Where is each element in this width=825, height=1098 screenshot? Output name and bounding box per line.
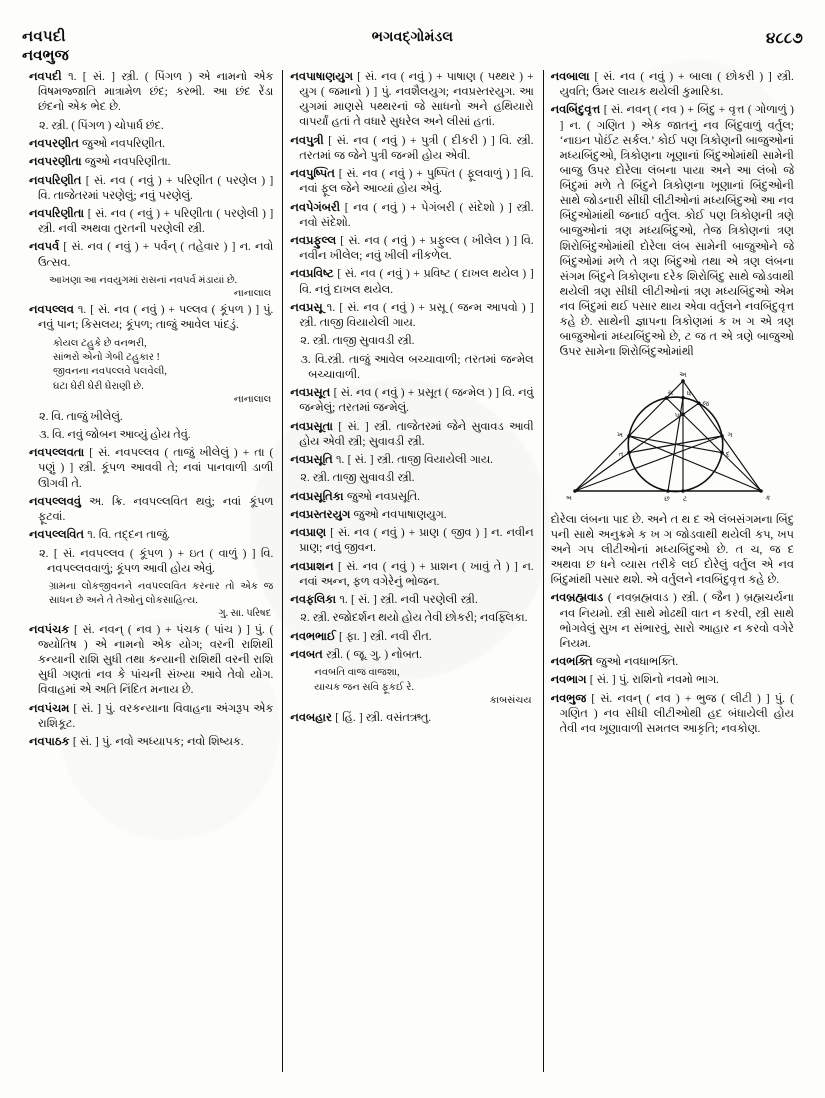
entry-headword: નવપલ્લવવું	[29, 495, 81, 508]
dictionary-entry	[290, 386, 533, 416]
verse-quotation	[29, 337, 273, 408]
dictionary-entry	[290, 301, 533, 331]
dictionary-entry	[29, 623, 273, 699]
dictionary-entry	[290, 70, 533, 131]
running-head-left-primary: નવપદી	[22, 29, 66, 45]
entry-headword: નવપ્રાણ	[290, 527, 327, 540]
entry-definition: ( નવબ્રહ્મવાડ ) સ્ત્રી. ( જૈન ) બ્રહ્મચર્યના નવ નિયમો. સ્ત્રી સાથે મોઢથી વાત ન કરવી, સ્ત્રી સાથે ભોગવેલું સુખ ન સંભારવું, સારો આહાર ન કરવો વગેરે નિયમ.	[559, 592, 794, 650]
svg-text:ખ: ખ	[616, 430, 623, 439]
entry-definition: [ સં. ] પું. વરકન્યાના વિવાહના અંગરૂપ એક રાશિકૂટ.	[38, 702, 274, 730]
text-columns	[22, 70, 803, 1072]
entry-definition: ૧. [ સં. ] સ્ત્રી. તાજી વિયાયેલી ગાય.	[332, 453, 493, 466]
entry-definition: જુઓ નવપાષાણયુગ.	[350, 508, 447, 521]
dictionary-entry	[29, 155, 273, 170]
sense-definition: ૨. સ્ત્રી. તાજી સુવાવડી સ્ત્રી.	[300, 335, 415, 348]
dictionary-entry	[290, 134, 533, 164]
entry-headword: નવપ્રસૂત	[290, 387, 331, 400]
entry-headword: નવપ્રસૂતા	[290, 420, 333, 433]
entry-headword: નવપુષ્પિત	[290, 168, 335, 181]
dictionary-entry	[290, 267, 533, 297]
sense-definition: ૨. [ સં. નવપલ્લવ ( કૂંપળ ) + ઇત ( વાળું ) ] વિ. નવપલ્લવવાળું; કૂંપળ આવી હોય એવું.	[39, 547, 274, 575]
dictionary-entry	[290, 648, 533, 663]
entry-headword: નવભુજ	[550, 692, 587, 705]
dictionary-entry	[551, 692, 794, 737]
running-head-title: ભગવદ્ગોમંડલ	[371, 30, 454, 45]
running-head-left-secondary: નવભુજ	[22, 48, 69, 64]
dictionary-entry	[290, 560, 533, 590]
entry-definition: અ. ક્રિ. નવપલ્લવિત થવું; નવાં કૂંપળ ફૂટવાં.	[38, 495, 274, 523]
entry-definition: [ સં. નવ ( નવું ) + બાલા ( છોકરી ) ] સ્ત્રી. યુવતિ; ઉંમર લાયક થયેલી કુમારિકા.	[559, 71, 794, 99]
dictionary-entry	[29, 303, 273, 333]
entry-headword: નવભભાઈ	[290, 630, 336, 643]
entry-definition: જુઓ નવપરિણીતા.	[81, 156, 171, 169]
entry-headword: નવપલ્લવતા	[29, 447, 85, 460]
entry-definition: [ સં. નવ ( નવું ) + પાષાણ ( પથ્થર ) + યુગ ( જમાનો ) ] પું. નવશૈલયુગ; નવપ્રસ્તરયુગ. આ યુગમાં માણસે પથ્થરનાં જે સાધનો અને હથિયારો વાપર્યાં હતાં તે વધારે સુધરેલ અને લીસાં હતાં.	[299, 71, 534, 129]
entry-definition: [ સં. નવન્ ( નવ ) + ભુજ ( લીટી ) ] પું. ( ગણિત ) નવ સીધી લીટીઓથી હદ બંધાયેલી હોય તેવી નવ ખૂણાવાળી સમતલ આકૃતિ; નવકોણ.	[559, 692, 794, 735]
entry-headword: નવપ્રફુલ્લ	[290, 235, 337, 247]
entry-definition: [ ફા. ] સ્ત્રી. નવી રીત.	[335, 630, 432, 643]
verse-line: સાંભરો એનો ગેબી ટહુકાર !	[53, 351, 160, 363]
entry-headword: નવબત	[290, 649, 323, 661]
dictionary-entry	[29, 528, 273, 543]
entry-definition: [ સં. નવ ( નવું ) + પુત્રી ( દીકરી ) ] વિ. સ્ત્રી. તરતમાં જ જેને પુત્રી જન્મી હોય એવી.	[299, 134, 534, 162]
dictionary-entry	[29, 207, 273, 237]
entry-headword: નવપુત્રી	[290, 134, 324, 147]
entry-headword: નવપદી	[29, 71, 62, 83]
svg-text:ક: ક	[765, 493, 771, 502]
entry-headword: નવપરિણીત	[29, 174, 82, 187]
entry-definition: [ હિં. ] સ્ત્રી. વસંતઋતુ.	[331, 711, 432, 724]
prose-quotation: ગ્રામના લોકજીવનને નવપલ્લવિત કરનાર તો એક જ સાધન છે અને તે તેઓનું લોકસાહિત્ય. ગુ. સા. પરિષદ	[49, 581, 274, 619]
entry-headword: નવબાલા	[550, 71, 590, 83]
svg-text:છ: છ	[664, 494, 670, 503]
sense-definition: ૨. વિ. તાજું ખીલેલું.	[39, 410, 123, 423]
entry-headword: નવપ્રવિષ્ટ	[290, 268, 334, 281]
svg-text:પ: પ	[674, 410, 680, 419]
entry-definition: [ સં. ] પું. રાશિનો નવમો ભાગ.	[586, 674, 719, 687]
dictionary-entry	[290, 201, 533, 231]
entry-definition: [ સં. નવ ( નવું ) + પ્રવિષ્ટ ( દાખલ થયેલ ) ] વિ. નવું દાખલ થયેલ.	[299, 268, 534, 296]
entry-definition: [ સં. નવ ( નવું ) + પુષ્પિત ( ફૂલવાળું ) ] વિ. નવાં ફૂલ જેને આવ્યાં હોય એવું.	[299, 168, 534, 196]
entry-definition: જુઓ નવપ્રસૂતિ.	[343, 490, 420, 503]
svg-text:અ: અ	[679, 370, 687, 379]
dictionary-entry	[290, 526, 533, 556]
entry-definition: [ સં. નવ ( નવું ) + પ્રાશન ( ખાવું તે ) ] ન. નવાં અન્ન, ફળ વગેરેનું ભોજન.	[299, 560, 534, 588]
verse-line: યાચક જન સવિ ફૂકઈ રે.	[314, 681, 415, 693]
entry-headword: નવપ્રસૂતિકા	[290, 490, 344, 503]
entry-definition: [ સં. નવન્ ( નવ ) + બિંદુ + વૃત્ત ( ગોળાળું ) ] ન. ( ગણિત ) એક જાતનું નવ બિંદુવાળું વર્તુલ; ‘નાઇન પોઈંટ સર્કલ.’ કોઈ પણ ત્રિકોણની બાજુઓનાં મધ્યબિંદુઓ, ત્રિકોણના ખૂણાનાં બિંદુઓમાંથી સામેની બાજુ ઉપર દોરેલા લંબના પાયા અને આ લંબો જે બિંદુમાં મળે તે બિંદુને ત્રિકોણના ખૂણાનાં બિંદુઓની સાથે જોડનારી સીધી લીટીઓનાં મધ્યબિંદુઓ આ નવ બિંદુઓમાંથી જનાઈ વર્તુલ. કોઈ પણ ત્રિકોણની ત્રણે બાજુઓનાં ત્રણ મધ્યબિંદુઓ, તેજ ત્રિકોણનાં ત્રણ શિરોબિંદુઓમાંથી દોરેલા લંબ સામેની બાજુઓને જે બિંદુઓમાં મળે તે ત્રણ બિંદુઓ તથા એ ત્રણ લંબના સંગમ બિંદુને ત્રિકોણના દરેક શિરોબિંદુ સાથે જોડવાથી થયેલી ત્રણ સીધી લીટીઓનાં ત્રણ મધ્યબિંદુઓ એમ નવ બિંદુમાં થઈ પસાર થાય એવા વર્તુલને નવબિંદુવૃત્ત કહે છે. સાથેની જ્ઞાપના ત્રિકોણમાં ક ખ ગ એ ત્રણ બાજુઓનાં મધ્યબિંદુઓ છે, ટ જ ત એ ત્રણે બાજુઓ ઉપર સામેના શિરોબિંદુઓમાંથી	[559, 104, 794, 359]
verse-line: નવબતિ વાજ વાજશા,	[314, 667, 400, 679]
column-1	[22, 70, 282, 1072]
entry-definition: [ સં. નવ ( નવું ) + પ્રસૂત ( જન્મેલ ) ] વિ. નવું જન્મેલું; તરતમાં જન્મેલું.	[299, 387, 534, 415]
entry-definition: [ સં. ] પું. નવો અધ્યાપક; નવો શિષ્યક.	[69, 736, 244, 749]
entry-definition: [ સં. નવન્ ( નવ ) + પંચક ( પાંચ ) ] પું. ( જ્યોતિષ ) એ નામનો એક યોગ; વરની રાશિથી કન્યાની રાશિ સુધી તથા કન્યાની રાશિથી વરની રાશિ સુધી ગણતાં નવ કે પાંચની સંખ્યા આવે તેવો યોગ. વિવાહમાં એ અતિ નિંદિત મનાય છે.	[38, 623, 274, 697]
citation: નાનાલાલ	[233, 394, 272, 406]
citation: નાનાલાલ	[233, 287, 272, 299]
entry-definition: ૧. [ સં. ] સ્ત્રી. ( પિંગળ ) એ નામનો એક વિષમજ્જાતિ માત્રામેળ છંદ; કરભી. આ છંદ રેંડા છંદનો એક ભેદ છે.	[38, 71, 274, 114]
entry-definition: [ સં. નવ ( નવું ) + પ્રફુલ્લ ( ખીલેલ ) ] વિ. નવીન ખીલેલ; નવું ખીલી નીકળેલ.	[299, 235, 534, 263]
dictionary-entry	[29, 735, 273, 750]
entry-headword: નવપ્રાશન	[290, 560, 334, 573]
entry-headword: નવબ્રહ્મવાડ	[550, 592, 604, 605]
svg-text:ટ: ટ	[682, 494, 687, 503]
dictionary-entry	[290, 593, 533, 608]
dictionary-entry	[551, 655, 794, 670]
entry-definition: [ સં. ] સ્ત્રી. તાજેતરમાં જેને સુવાવડ આવી હોય એવી સ્ત્રી; સુવાવડી સ્ત્રી.	[299, 420, 534, 448]
entry-headword: નવપલ્લવિત	[29, 529, 84, 542]
dictionary-entry	[29, 137, 273, 152]
entry-headword: નવભક્તિ	[550, 656, 593, 669]
svg-text:બ: બ	[565, 493, 572, 502]
entry-definition: જુઓ નવપરિણીત.	[78, 137, 165, 150]
dictionary-entry	[551, 103, 794, 360]
page-number: ૪૮૮૭	[765, 31, 803, 47]
entry-definition: [ સં. નવ ( નવું ) + પર્વન્ ( તહેવાર ) ] ન. નવો ઉત્સવ.	[38, 241, 274, 269]
dictionary-entry	[29, 70, 273, 115]
running-head	[22, 28, 803, 72]
dictionary-entry	[290, 508, 533, 523]
dictionary-entry	[29, 174, 273, 204]
svg-text:ધ: ધ	[686, 389, 691, 398]
dictionary-entry	[290, 490, 533, 505]
sense-definition: ૩. વિ.સ્ત્રી. તાજું આવેલ બચ્ચાવાળી; તરતમાં જન્મેલ બચ્ચાવાળી.	[300, 353, 534, 381]
dictionary-entry	[290, 630, 533, 645]
entry-headword: નવપાઠક	[29, 736, 70, 749]
prose-quotation: આખણા આ નવયુગમાં રાસનાં નવપર્વ મંડાયાં છે. નાનાલાલ	[49, 274, 272, 299]
entry-headword: નવપ્રસ્તરયુગ	[290, 508, 351, 521]
entry-headword: નવપરણીત	[29, 137, 79, 150]
entry-headword: નવપંચક	[29, 623, 70, 636]
entry-headword: નવપ્રસૂ	[290, 301, 323, 314]
entry-definition: [ સં. નવ ( નવું ) + પ્રાણ ( જીવ ) ] ન. નવીન પ્રાણ; નવું જીવન.	[299, 527, 534, 555]
dictionary-entry	[290, 234, 533, 264]
sense-definition: ૨. સ્ત્રી. રજોદર્શન થયો હોય તેવી છોકરી; નવફ્લિકા.	[300, 612, 528, 625]
svg-text:દ: દ	[725, 450, 730, 459]
entry-headword: નવફલિકા	[290, 594, 337, 607]
entry-definition: [ સં. નવપલ્લવ ( તાજું ખીલેલું ) + તા ( પણું ) ] સ્ત્રી. કૂંપળ આવવી તે; નવાં પાનવાળી ડાળી ઊગવી તે.	[38, 447, 274, 490]
entry-headword: નવબિંદુવૃત્ત	[550, 104, 601, 117]
entry-headword: નવપાષાણયુગ	[290, 71, 353, 83]
entry-definition: ૧. [ સં. નવ ( નવું ) + પલ્લવ ( કૂંપળ ) ] પું. નવું પાન; કિસલય; કૂંપળ; તાજું આવેલ પાંદડું.	[38, 304, 274, 332]
entry-headword: નવપરિણીતા	[29, 207, 85, 220]
svg-text:જ: જ	[702, 399, 709, 408]
dictionary-entry	[551, 70, 794, 100]
dictionary-entry	[290, 420, 533, 450]
svg-text:ગ: ગ	[727, 430, 733, 439]
citation: ગુ. સા. પરિષદ	[218, 607, 272, 619]
svg-text:ચ: ચ	[667, 388, 673, 397]
sense-definition: ૩. વિ. નવું જોબન આવ્યું હોય તેવું.	[39, 428, 191, 441]
entry-definition: ૧. [ સં. નવ ( નવું ) + પ્રસૂ ( જન્મ આપવો ) ] સ્ત્રી. તાજી વિયાયેલી ગાય.	[299, 301, 534, 329]
entry-definition: સ્ત્રી. ( જૂ. ગુ. ) નોબત.	[322, 649, 422, 661]
dictionary-entry	[29, 240, 273, 270]
nine-point-circle-diagram	[551, 369, 794, 504]
dictionary-entry	[29, 495, 273, 525]
entry-continuation: દોરેલા લંબના પાદ છે. અને ત થ દ એ લંબસંગમના બિંદુ પની સાથે અનુક્રમે ક ખ ગ જોડવાથી થયેલી કપ, ખપ અને ગપ લીટીઓનાં મધ્યબિંદુઓ છે. ત ચ, જ દ અથવા છ ધને વ્યાસ તરીકે લઈ દોરેલું વર્તુલ એ નવ બિંદુમાંથી પસાર થશે. એ વર્તુલને નવબિંદુવૃત્ત કહે છે.	[550, 513, 794, 587]
entry-definition: [ સં. નવ ( નવું ) + પરિણીત ( પરણેલ ) ] વિ. તાજેતરમાં પરણેલું; નવું પરણેલું.	[38, 174, 274, 202]
entry-definition: ૧. [ સં. ] સ્ત્રી. નવી પરણેલી સ્ત્રી.	[336, 594, 478, 607]
dictionary-entry	[290, 453, 533, 468]
sense-definition: ૨. સ્ત્રી. ( પિંગળ ) ચોપાર્ધ છંદ.	[39, 119, 164, 132]
entry-headword: નવપેગંબરી	[290, 201, 341, 214]
column-3	[543, 70, 803, 1072]
verse-quotation	[290, 666, 533, 708]
entry-definition: [ નવ ( નવું ) + પેગંબરી ( સંદેશો ) ] સ્ત્રી. નવો સંદેશો.	[299, 201, 534, 229]
entry-definition: જુઓ નવધાભક્તિ.	[592, 656, 679, 669]
dictionary-entry	[290, 167, 533, 197]
entry-definition: [ સં. નવ ( નવું ) + પરિણીતા ( પરણેલી ) ] સ્ત્રી. નવી અથવા તુરતની પરણેલી સ્ત્રી.	[38, 207, 274, 236]
entry-headword: નવપ્રસૂતિ	[290, 453, 333, 466]
entry-definition: ૧. વિ. તદ્દન તાજું.	[83, 529, 170, 542]
dictionary-entry	[29, 446, 273, 491]
entry-headword: નવપંચમ	[29, 702, 70, 715]
entry-headword: નવબહાર	[290, 711, 332, 724]
verse-line: ઘટા ઘેરી ઘેરી ઘેરાણી છે.	[53, 380, 144, 392]
dictionary-entry	[290, 711, 533, 726]
dictionary-entry	[551, 591, 794, 652]
dictionary-entry	[29, 702, 273, 732]
verse-line: જીવનના નવપલ્લવે પલવેલી,	[53, 366, 167, 378]
verse-line: કોયલ ટહુકે છે વનભરી,	[53, 337, 147, 349]
entry-headword: નવપલ્લવ	[29, 304, 74, 317]
column-2	[282, 70, 542, 1072]
entry-headword: નવપર્વ	[29, 241, 60, 254]
entry-headword: નવભાગ	[550, 674, 587, 687]
svg-text:ત: ત	[618, 450, 624, 459]
citation: કાબસંચય	[489, 695, 532, 707]
entry-headword: નવપરણીતા	[29, 156, 82, 169]
dictionary-entry	[551, 673, 794, 688]
sense-definition: ૨. સ્ત્રી. તાજી સુવાવડી સ્ત્રી.	[300, 472, 415, 485]
